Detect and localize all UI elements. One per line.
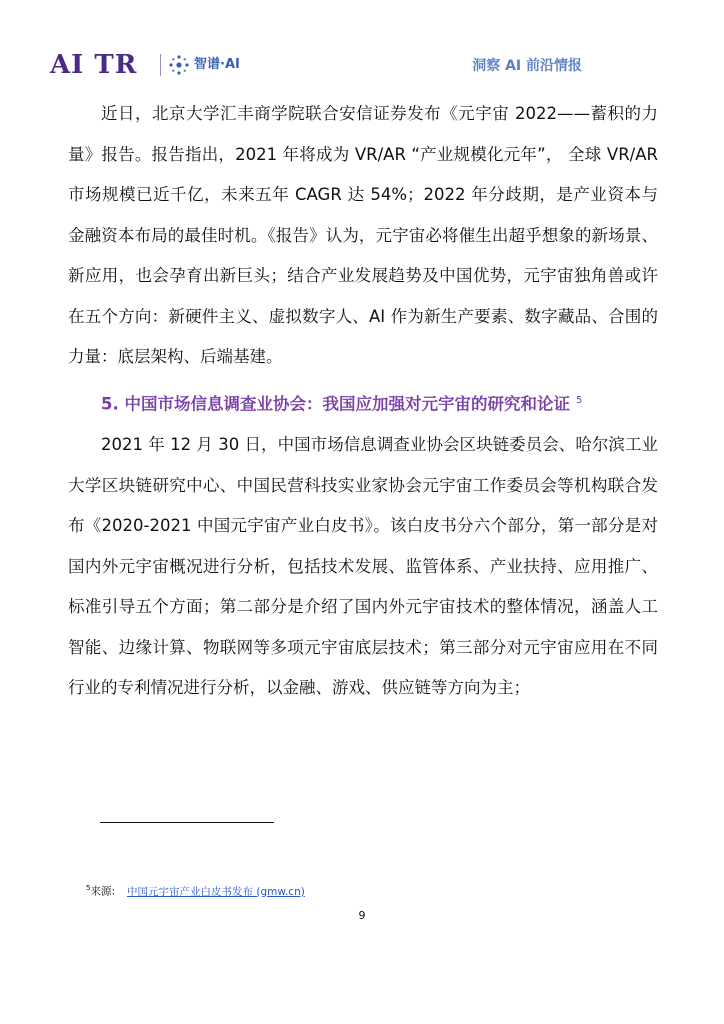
- footnote: [86, 880, 305, 900]
- network-dots-icon: [168, 54, 190, 76]
- footnote-marker: 5: [86, 884, 91, 892]
- aitr-logo: AI TR: [50, 50, 138, 80]
- page-number: 9: [358, 909, 366, 922]
- section-heading-text: 5. 中国市场信息调查业协会：我国应加强对元宇宙的研究和论证: [101, 394, 570, 413]
- page-header: [0, 0, 724, 86]
- footnote-label: 来源:: [90, 885, 116, 898]
- section-heading: [68, 380, 658, 426]
- footnote-ref[interactable]: 5: [576, 394, 583, 406]
- paragraph-report: 近日，北京大学汇丰商学院联合安信证券发布《元宇宙 2022——蓄积的力量》报告。报告指出，2021 年将成为 VR/AR “产业规模化元年”， 全球 VR/AR 市场规模已近千亿，未来五年 CAGR 达 54%；2022 年分歧期，是产业资本与金融资本布局的最佳时机。《报告》认为，元宇宙必将催生出超乎想象的新场景、新应用，也会孕育出新巨头；结合产业发展趋势及中国优势，元宇宙独角兽或许在五个方向：新硬件主义、虚拟数字人、AI 作为新生产要素、数字藏品、合围的力量：底层架构、后端基建。: [68, 104, 658, 366]
- paragraph-whitepaper: 2021 年 12 月 30 日，中国市场信息调查业协会区块链委员会、哈尔滨工业大学区块链研究中心、中国民营科技实业家协会元宇宙工作委员会等机构联合发布《2020-2021 中国元宇宙产业白皮书》。该白皮书分六个部分，第一部分是对国内外元宇宙概况进行分析，包括技术发展、监管体系、产业扶持、应用推广、标准引导五个方面；第二部分是介绍了国内外元宇宙技术的整体情况，涵盖人工智能、边缘计算、物联网等多项元宇宙底层技术；第三部分对元宇宙应用在不同行业的专利情况进行分析，以金融、游戏、供应链等方向为主；: [68, 435, 658, 697]
- footnote-divider: [100, 822, 274, 823]
- footnote-source-link[interactable]: 中国元宇宙产业白皮书发布 (gmw.cn): [127, 885, 305, 898]
- main-content: [68, 94, 658, 709]
- zhipu-ai-label: 智谱·AI: [194, 57, 240, 72]
- logo-divider: [160, 54, 161, 76]
- header-tagline: 洞察 AI 前沿情报: [472, 58, 582, 74]
